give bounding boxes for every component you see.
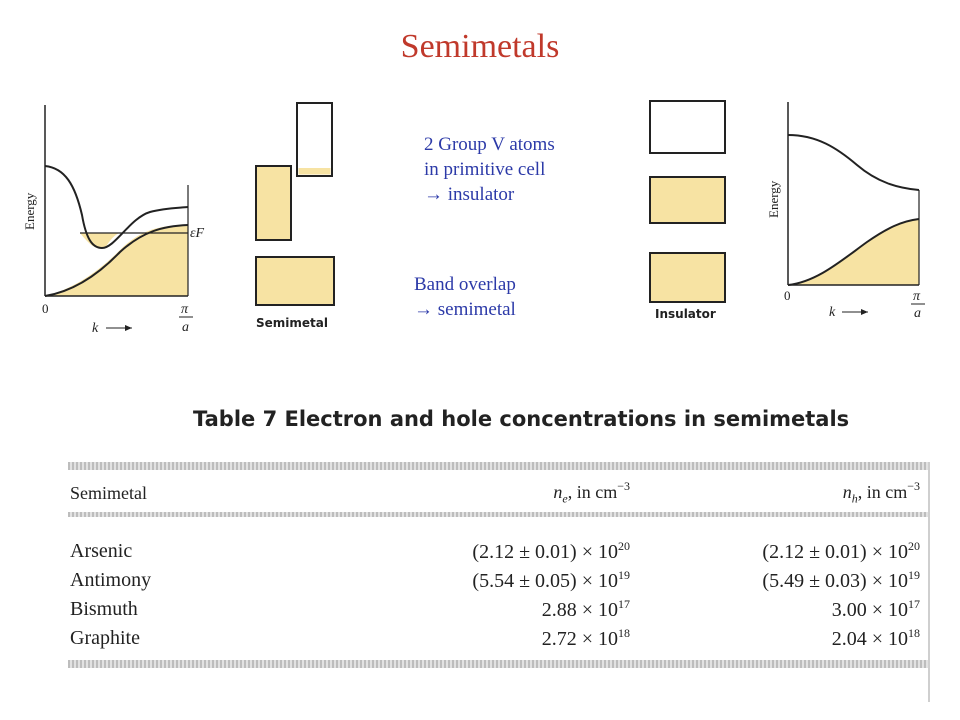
semimetal-band-graph [20, 100, 210, 345]
right-graph-origin: 0 [784, 288, 791, 303]
right-graph-x-end-den: a [914, 306, 921, 321]
left-graph-x-end-num: π [181, 302, 189, 317]
header-nh: $n_h$, in $cm^{-3}$ [842, 479, 920, 506]
concentration-table [70, 478, 920, 653]
table-edge [928, 462, 930, 702]
right-graph-x-label: k [829, 305, 836, 320]
table-row: Arsenic $(2.12 \pm 0.01) \times 10^{20}$ $(2.12 \pm 0.01) \times 10^{20}$ [70, 539, 920, 563]
insulator-caption: Insulator [655, 307, 716, 321]
header-ne: $n_e$, in $cm^{-3}$ [553, 479, 630, 506]
left-graph-origin: 0 [42, 301, 49, 316]
left-graph-x-end-den: a [182, 320, 189, 335]
lower-band-fill [45, 225, 188, 296]
semimetal-caption: Semimetal [256, 316, 328, 330]
insulator-band-graph [762, 100, 952, 325]
insulator-note: 2 Group V atoms in primitive cell → insulator [424, 134, 555, 205]
table-row: Graphite $2.72 \times 10^{18}$ $2.04 \times 10^{18}$ [70, 626, 920, 650]
semimetal-note: Band overlap → semimetal [414, 274, 516, 320]
semimetal-band-diagram [252, 100, 342, 335]
table-row: Antimony $(5.54 \pm 0.05) \times 10^{19}$ $(5.49 \pm 0.03) \times 10^{19}$ [70, 568, 920, 592]
header-semimetal: Semimetal [70, 482, 147, 503]
table-top-rule [68, 462, 930, 470]
right-graph-y-label: Energy [766, 180, 781, 218]
insulator-band-diagram [645, 97, 735, 332]
page-title: Semimetals [400, 28, 560, 65]
table-header-row [70, 478, 920, 508]
table-row: Bismuth $2.88 \times 10^{17}$ $3.00 \times 10^{17}$ [70, 597, 920, 621]
table-title: Table 7 Electron and hole concentrations in semimetals [193, 407, 850, 431]
left-graph-y-label: Energy [22, 192, 37, 230]
fermi-level-label: εF [190, 226, 205, 241]
right-graph-x-end-num: π [913, 289, 921, 304]
table-bottom-rule [68, 660, 930, 668]
left-graph-x-label: k [92, 321, 99, 336]
